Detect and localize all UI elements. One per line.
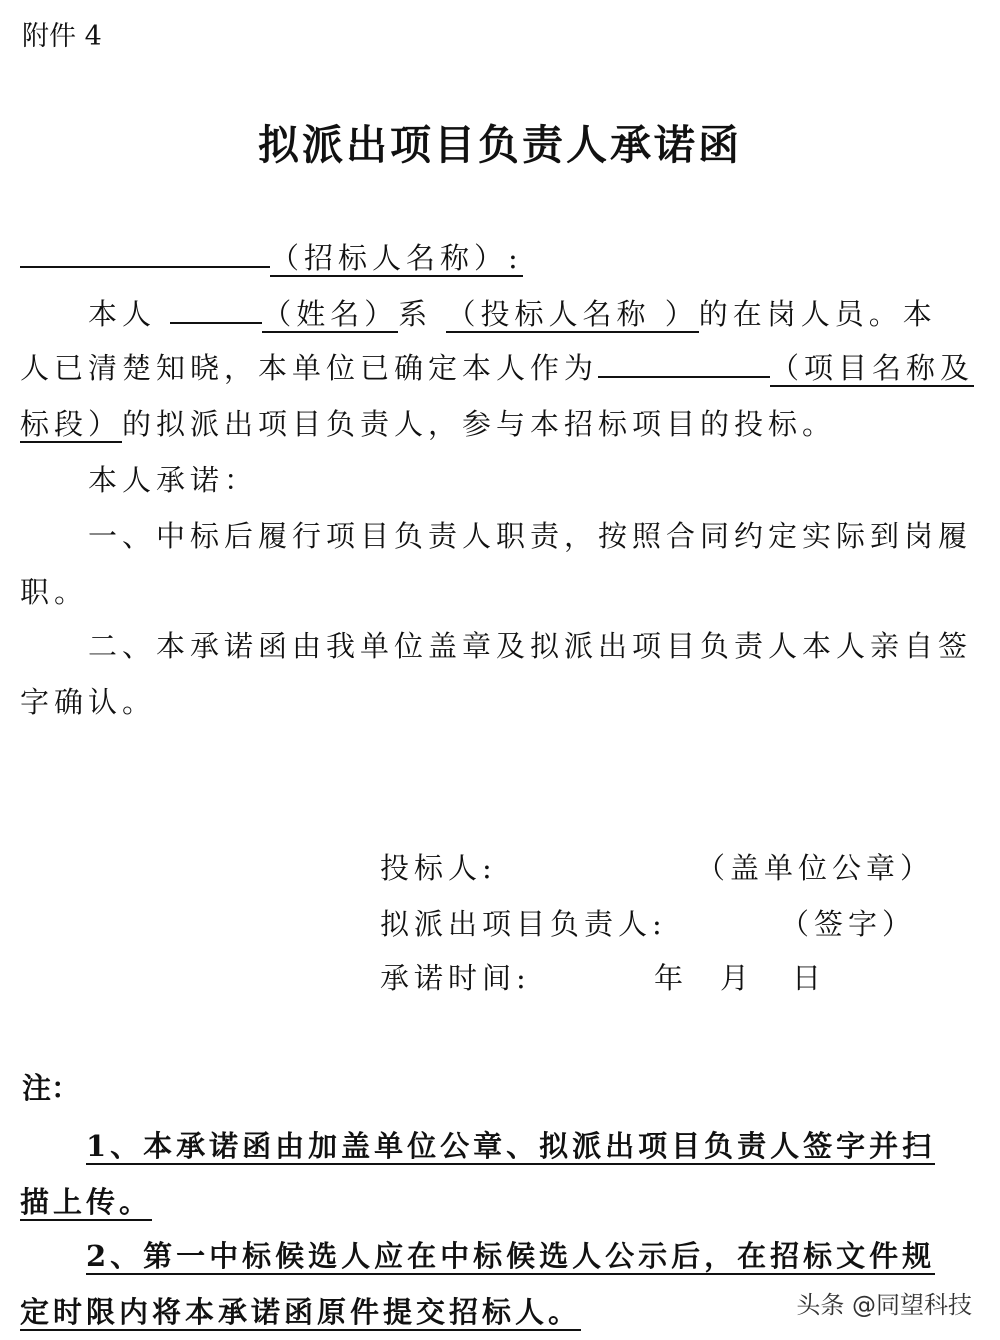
commit-intro: 本人承诺： [88, 463, 259, 497]
date-year: 年 [654, 961, 689, 995]
page-title: 拟派出项目负责人承诺函 [258, 121, 742, 169]
manager-sign-note: （签字） [780, 907, 917, 941]
name-placeholder: （姓名） [262, 297, 399, 331]
commit2-line2: 字确认。 [20, 685, 157, 719]
project-section-placeholder: 标段） [20, 407, 123, 441]
project-name-placeholder: （项目名称及 [770, 351, 975, 385]
bidder-label: 投标人: [380, 851, 497, 885]
blank-line [598, 346, 770, 378]
note2-line1 [86, 1234, 935, 1275]
text-segment: 的在岗人员。本 [698, 297, 937, 331]
bidder-seal-note: （盖单位公章） [696, 851, 935, 885]
note-text: 2、第一中标候选人应在中标候选人公示后，在招标文件规 [86, 1239, 936, 1273]
note2-line2 [20, 1290, 581, 1331]
date-label: 承诺时间: [380, 961, 531, 995]
text-segment: 系 [398, 297, 433, 331]
para1-line2 [20, 346, 974, 387]
text-segment: 本人 [88, 297, 157, 331]
commit2-line1: 二、本承诺函由我单位盖章及拟派出项目负责人本人亲自签 [88, 629, 973, 663]
date-day: 日 [792, 961, 827, 995]
note-text: 描上传。 [20, 1185, 153, 1219]
commit1-line2: 职。 [20, 575, 89, 609]
notes-heading: 注： [22, 1071, 81, 1105]
date-month: 月 [720, 961, 755, 995]
note-text: 1、本承诺函由加盖单位公章、拟派出项目负责人签字并扫 [86, 1129, 936, 1163]
manager-label: 拟派出项目负责人: [380, 907, 667, 941]
salutation [20, 236, 523, 277]
para1-line1 [88, 292, 937, 333]
note1-line2 [20, 1180, 152, 1221]
blank-line [170, 292, 262, 324]
blank-line [20, 236, 270, 268]
attachment-label: 附件 4 [22, 21, 102, 52]
para1-line3 [20, 402, 836, 443]
tenderer-name-placeholder: （招标人名称）: [270, 241, 523, 275]
bidder-name-placeholder: （投标人名称 ） [446, 297, 699, 331]
note1-line1 [86, 1124, 935, 1165]
commit1-line1: 一、中标后履行项目负责人职责，按照合同约定实际到岗履 [88, 519, 973, 553]
text-segment: 人已清楚知晓，本单位已确定本人作为 [20, 351, 599, 385]
note-text: 定时限内将本承诺函原件提交招标人。 [20, 1295, 582, 1329]
watermark: 头条 @同望科技 [790, 1283, 978, 1322]
text-segment: 的拟派出项目负责人，参与本招标项目的投标。 [122, 407, 837, 441]
